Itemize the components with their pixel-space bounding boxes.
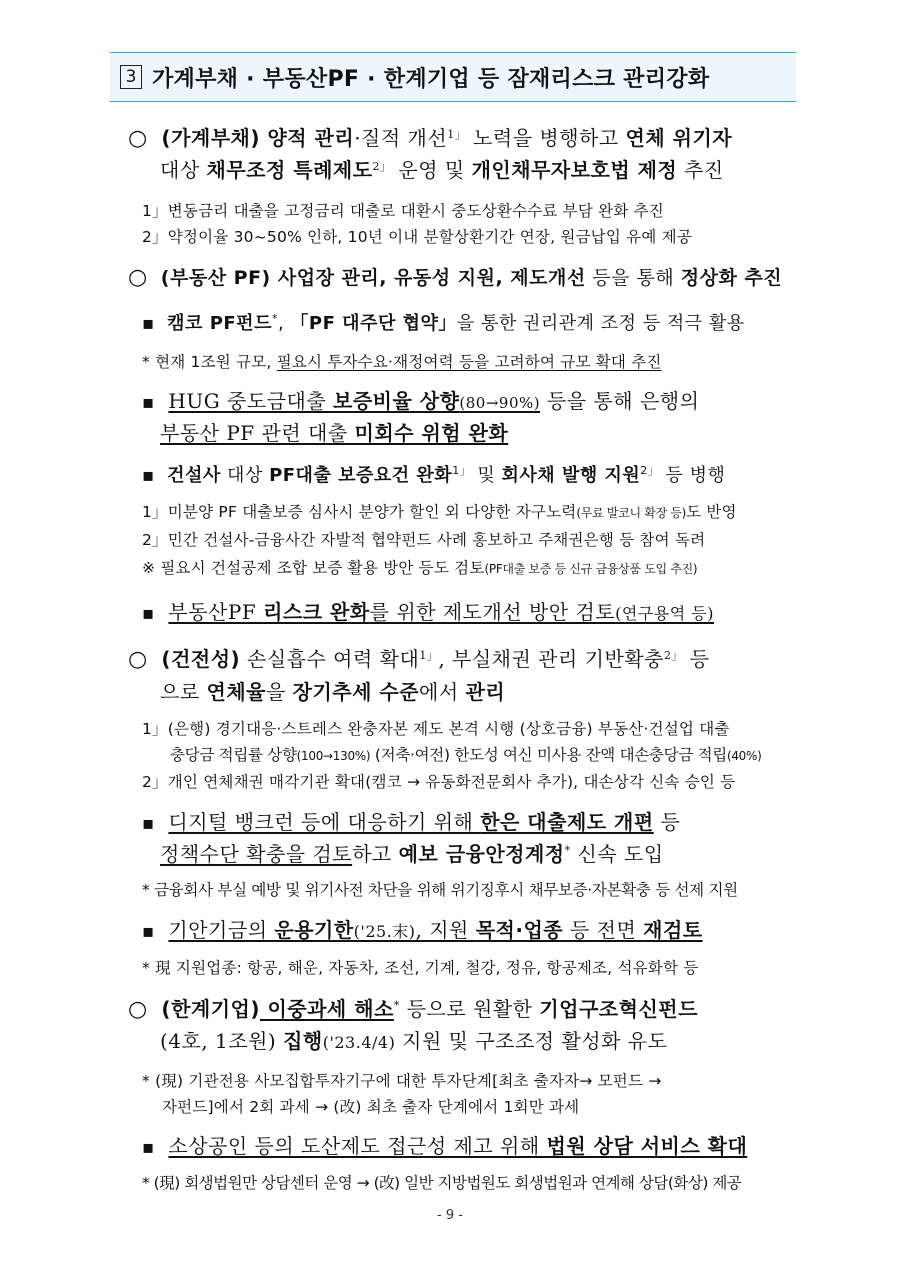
household-footnote-1: 1」변동금리 대출을 고정금리 대출로 대환시 중도상환수수료 부담 완화 추진	[142, 202, 664, 220]
digital-bankrun-line-2: 정책수단 확충을 검토하고 예보 금융안정계정* 신속 도입	[160, 842, 664, 866]
section-number: 3	[120, 65, 142, 89]
soundness-footnote-2: 2」개인 연체채권 매각기관 확대(캠코 → 유동화전문회사 추가), 대손상각 신속 승인 등	[142, 773, 736, 791]
section-title: 가계부채 · 부동산PF · 한계기업 등 잠재리스크 관리강화	[152, 66, 710, 92]
household-footnote-2: 2」약정이율 30~50% 인하, 10년 이내 분할상환기간 연장, 원금납입 유예 제공	[142, 228, 692, 246]
household-debt-line-1: ○ (가계부채) 양적 관리·질적 개선$^{1」}$ 노력을 병행하고 연체 위기자	[128, 126, 733, 151]
tax-note-line-2: 자펀드]에서 2회 과세 → (改) 최초 출자 단계에서 1회만 과세	[162, 1098, 580, 1116]
construction-footnote-2: 2」민간 건설사-금융사간 자발적 협약펀드 사례 홍보하고 주채권은행 등 참여 독려	[142, 531, 706, 549]
key-industry-fund-bullet: ▪ 기안기금의 운용기한('25.末), 지원 목적·업종 등 전면 재검토	[142, 918, 703, 942]
marginal-firm-line-1: ○ (한계기업) 이중과세 해소* 등으로 원활한 기업구조혁신펀드	[128, 997, 698, 1022]
digital-bankrun-line-1: ▪ 디지털 뱅크런 등에 대응하기 위해 한은 대출제도 개편 등	[142, 810, 681, 834]
hug-bullet-line-2: 부동산 PF 관련 대출 미회수 위험 완화	[160, 421, 509, 445]
pf-fund-bullet: ▪ 캠코 PF펀드*, 「PF 대주단 협약」을 통한 권리관계 조정 등 적극 활용	[142, 312, 745, 334]
court-service-note: * (現) 회생법원만 상담센터 운영 → (改) 일반 지방법원도 회생법원과 연계해 상담(화상) 제공	[142, 1174, 742, 1192]
construction-note: ※ 필요시 건설공제 조합 보증 활용 방안 등도 검토(PF대출 보증 등 신규 금융상품 도입 추진)	[142, 559, 698, 577]
hug-bullet-line-1: ▪ HUG 중도금대출 보증비율 상향(80→90%) 등을 통해 은행의	[142, 389, 700, 413]
pf-fund-note: * 현재 1조원 규모, 필요시 투자수요·재정여력 등을 고려하여 규모 확대 추진	[142, 353, 662, 371]
construction-footnote-1: 1」미분양 PF 대출보증 심사시 분양가 할인 외 다양한 자구노력(무료 발코니 확장 등)도 반영	[142, 503, 737, 521]
soundness-footnote-1b: 충당금 적립률 상향(100→130%) (저축·여전) 한도성 여신 미사용 잔액 대손충당금 적립(40%)	[170, 746, 762, 764]
household-debt-line-2: 대상 채무조정 특례제도$^{2」}$ 운영 및 개인채무자보호법 제정 추진	[160, 158, 724, 182]
real-estate-pf-line: ○ (부동산 PF) 사업장 관리, 유동성 지원, 제도개선 등을 통해 정상화 추진	[128, 265, 783, 290]
section-header	[110, 52, 796, 102]
page-number: - 9 -	[437, 1208, 463, 1223]
court-service-bullet: ▪ 소상공인 등의 도산제도 접근성 제고 위해 법원 상담 서비스 확대	[142, 1134, 748, 1158]
construction-bullet: ▪ 건설사 대상 PF대출 보증요건 완화$^{1」}$ 및 회사채 발행 지원$^{2」}$ 등 병행	[142, 464, 726, 486]
soundness-line-2: 으로 연체율을 장기추세 수준에서 관리	[160, 680, 506, 704]
deposit-insurance-note: * 금융회사 부실 예방 및 위기사전 차단을 위해 위기징후시 채무보증·자본확충 등 선제 지원	[142, 881, 738, 899]
marginal-firm-line-2: (4호, 1조원) 집행('23.4/4) 지원 및 구조조정 활성화 유도	[160, 1029, 668, 1053]
tax-note-line-1: * (現) 기관전용 사모집합투자기구에 대한 투자단계[최초 출자자→ 모펀드 →	[142, 1072, 662, 1090]
key-industry-note: * 現 지원업종: 항공, 해운, 자동차, 조선, 기계, 철강, 정유, 항공제조, 석유화학 등	[142, 959, 699, 977]
soundness-footnote-1a: 1」(은행) 경기대응·스트레스 완충자본 제도 본격 시행 (상호금융) 부동산·건설업 대출	[142, 720, 730, 738]
soundness-line-1: ○ (건전성) 손실흡수 여력 확대$^{1」}$, 부실채권 관리 기반확충$^{2」}$ 등	[128, 647, 710, 672]
pf-risk-bullet: ▪ 부동산PF 리스크 완화를 위한 제도개선 방안 검토(연구용역 등)	[142, 600, 714, 624]
